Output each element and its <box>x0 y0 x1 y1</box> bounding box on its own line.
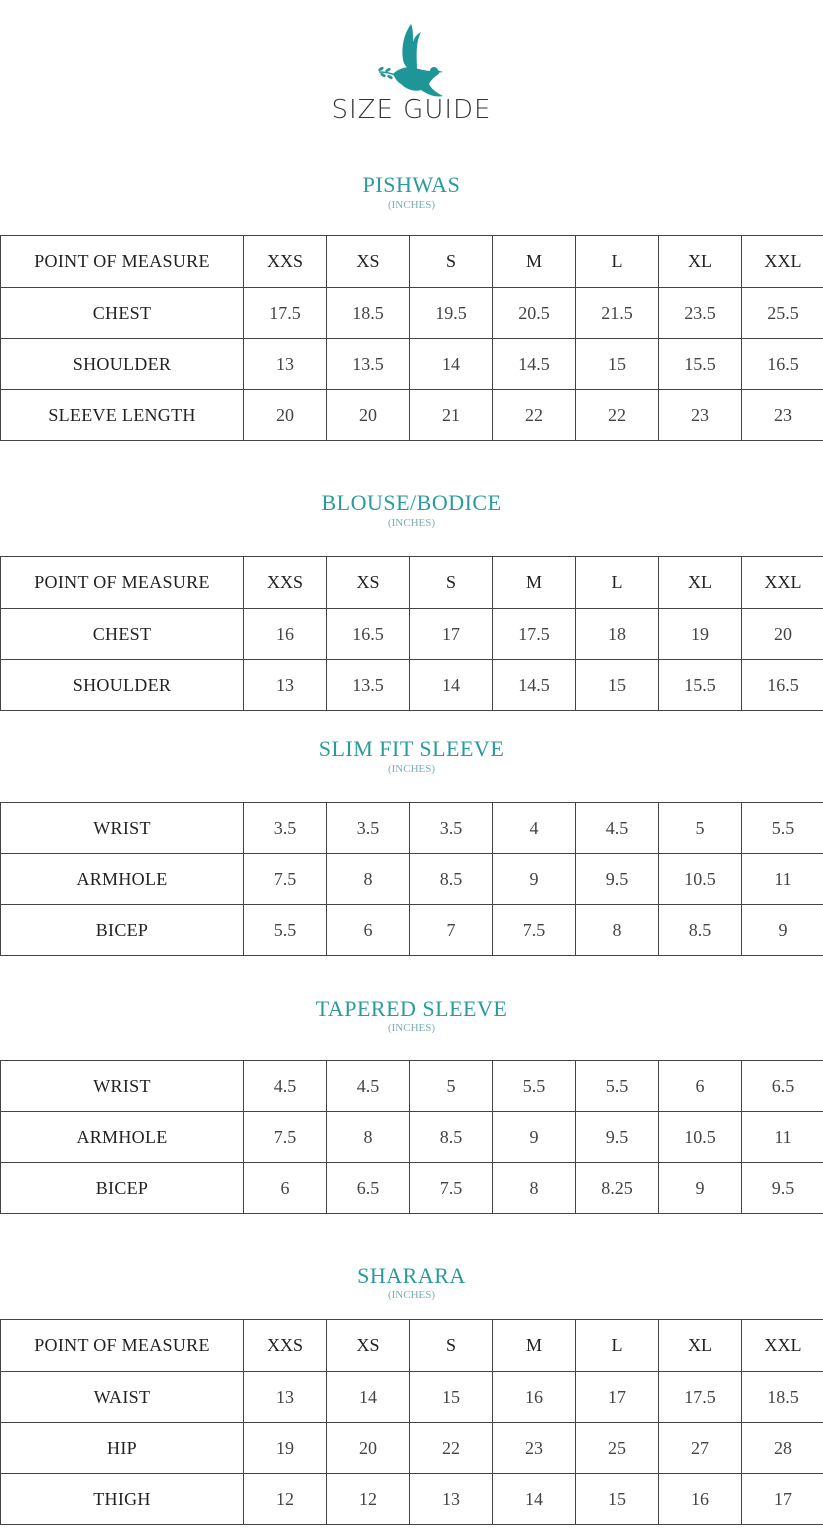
measure-value: 11 <box>742 1112 823 1163</box>
measure-value: 4 <box>493 803 576 854</box>
measure-value: 23 <box>493 1423 576 1474</box>
measure-value: 8.25 <box>576 1163 659 1214</box>
measure-value: 17.5 <box>244 288 327 339</box>
measure-value: 17.5 <box>659 1372 742 1423</box>
table-row <box>1 1372 823 1423</box>
measure-label: WAIST <box>1 1372 244 1423</box>
header-size: M <box>493 557 576 609</box>
table-row <box>1 288 823 339</box>
measure-value: 6.5 <box>742 1061 823 1112</box>
measure-value: 10.5 <box>659 1112 742 1163</box>
table-header-row <box>1 236 823 288</box>
measure-value: 13.5 <box>327 339 410 390</box>
header-point-of-measure: POINT OF MEASURE <box>1 236 244 288</box>
header-size: L <box>576 236 659 288</box>
measure-value: 15.5 <box>659 660 742 711</box>
table-row <box>1 1163 823 1214</box>
header-size: XS <box>327 1320 410 1372</box>
table-row <box>1 803 823 854</box>
measure-value: 5.5 <box>493 1061 576 1112</box>
measure-value: 17 <box>576 1372 659 1423</box>
measure-value: 21.5 <box>576 288 659 339</box>
size-table-blouse-bodice <box>0 556 823 711</box>
measure-value: 20.5 <box>493 288 576 339</box>
measure-value: 15 <box>576 339 659 390</box>
measure-value: 7.5 <box>244 1112 327 1163</box>
header-size: XL <box>659 236 742 288</box>
measure-value: 14 <box>410 339 493 390</box>
measure-value: 14 <box>327 1372 410 1423</box>
measure-value: 4.5 <box>327 1061 410 1112</box>
measure-value: 13 <box>410 1474 493 1525</box>
table-row <box>1 609 823 660</box>
table-row <box>1 1423 823 1474</box>
measure-value: 4.5 <box>576 803 659 854</box>
measure-value: 15 <box>576 660 659 711</box>
measure-value: 6 <box>244 1163 327 1214</box>
measure-value: 16.5 <box>742 339 823 390</box>
measure-value: 25.5 <box>742 288 823 339</box>
measure-value: 3.5 <box>327 803 410 854</box>
measure-value: 9.5 <box>742 1163 823 1214</box>
measure-value: 7.5 <box>493 905 576 956</box>
measure-value: 18 <box>576 609 659 660</box>
measure-value: 22 <box>576 390 659 441</box>
section-unit-slim-fit-sleeve: (INCHES) <box>387 763 436 775</box>
measure-value: 16.5 <box>327 609 410 660</box>
header-size: XXL <box>742 557 823 609</box>
measure-value: 5.5 <box>742 803 823 854</box>
section-unit-sharara: (INCHES) <box>387 1289 436 1301</box>
measure-value: 9.5 <box>576 854 659 905</box>
measure-value: 27 <box>659 1423 742 1474</box>
measure-value: 11 <box>742 854 823 905</box>
table-header-row <box>1 1320 823 1372</box>
measure-value: 13 <box>244 1372 327 1423</box>
table-row <box>1 905 823 956</box>
measure-value: 20 <box>327 390 410 441</box>
measure-value: 9 <box>493 854 576 905</box>
measure-label: SLEEVE LENGTH <box>1 390 244 441</box>
measure-value: 22 <box>410 1423 493 1474</box>
header-point-of-measure: POINT OF MEASURE <box>1 1320 244 1372</box>
header-size: XXS <box>244 1320 327 1372</box>
table-row <box>1 339 823 390</box>
measure-value: 25 <box>576 1423 659 1474</box>
header-size: L <box>576 557 659 609</box>
measure-value: 4.5 <box>244 1061 327 1112</box>
measure-value: 8.5 <box>659 905 742 956</box>
measure-label: CHEST <box>1 288 244 339</box>
header-point-of-measure: POINT OF MEASURE <box>1 557 244 609</box>
header-size: XS <box>327 236 410 288</box>
measure-value: 8 <box>576 905 659 956</box>
section-unit-pishwas: (INCHES) <box>387 199 436 211</box>
measure-value: 19.5 <box>410 288 493 339</box>
measure-value: 8 <box>327 1112 410 1163</box>
section-title-blouse-bodice: BLOUSE/BODICE <box>321 490 502 515</box>
measure-value: 21 <box>410 390 493 441</box>
measure-value: 14.5 <box>493 339 576 390</box>
header-size: XXS <box>244 236 327 288</box>
measure-value: 6 <box>659 1061 742 1112</box>
header-size: S <box>410 236 493 288</box>
measure-value: 17.5 <box>493 609 576 660</box>
measure-value: 19 <box>659 609 742 660</box>
measure-value: 20 <box>327 1423 410 1474</box>
measure-value: 14 <box>493 1474 576 1525</box>
section-title-tapered-sleeve: TAPERED SLEEVE <box>315 996 508 1021</box>
section-title-pishwas: PISHWAS <box>362 172 461 197</box>
measure-value: 8.5 <box>410 1112 493 1163</box>
header-size: M <box>493 1320 576 1372</box>
measure-value: 19 <box>244 1423 327 1474</box>
measure-label: ARMHOLE <box>1 1112 244 1163</box>
measure-value: 12 <box>327 1474 410 1525</box>
measure-value: 8 <box>327 854 410 905</box>
measure-value: 6 <box>327 905 410 956</box>
measure-value: 9 <box>742 905 823 956</box>
dove-with-olive-branch-icon <box>371 20 451 104</box>
measure-value: 9 <box>493 1112 576 1163</box>
measure-value: 5.5 <box>576 1061 659 1112</box>
measure-value: 16 <box>493 1372 576 1423</box>
measure-value: 3.5 <box>410 803 493 854</box>
header-size: M <box>493 236 576 288</box>
measure-value: 12 <box>244 1474 327 1525</box>
table-row <box>1 854 823 905</box>
measure-value: 8.5 <box>410 854 493 905</box>
table-row <box>1 390 823 441</box>
measure-value: 14.5 <box>493 660 576 711</box>
page-title: SIZE GUIDE <box>331 95 492 125</box>
section-title-sharara: SHARARA <box>357 1263 466 1288</box>
table-row <box>1 660 823 711</box>
measure-value: 7 <box>410 905 493 956</box>
measure-value: 18.5 <box>327 288 410 339</box>
measure-value: 16 <box>244 609 327 660</box>
header-size: L <box>576 1320 659 1372</box>
section-unit-blouse-bodice: (INCHES) <box>387 517 436 529</box>
measure-label: SHOULDER <box>1 339 244 390</box>
measure-value: 15 <box>576 1474 659 1525</box>
measure-value: 23 <box>659 390 742 441</box>
header-size: XXS <box>244 557 327 609</box>
section-unit-tapered-sleeve: (INCHES) <box>387 1022 436 1034</box>
measure-value: 14 <box>410 660 493 711</box>
measure-value: 5.5 <box>244 905 327 956</box>
measure-value: 15.5 <box>659 339 742 390</box>
header-size: XS <box>327 557 410 609</box>
measure-value: 7.5 <box>410 1163 493 1214</box>
measure-label: BICEP <box>1 1163 244 1214</box>
measure-value: 7.5 <box>244 854 327 905</box>
measure-value: 5 <box>410 1061 493 1112</box>
header-size: XXL <box>742 236 823 288</box>
measure-value: 13 <box>244 660 327 711</box>
header-size: XL <box>659 557 742 609</box>
table-row <box>1 1474 823 1525</box>
measure-value: 17 <box>742 1474 823 1525</box>
measure-value: 13.5 <box>327 660 410 711</box>
measure-value: 5 <box>659 803 742 854</box>
measure-label: THIGH <box>1 1474 244 1525</box>
measure-value: 9.5 <box>576 1112 659 1163</box>
size-table-tapered-sleeve <box>0 1060 823 1214</box>
measure-value: 16.5 <box>742 660 823 711</box>
measure-label: BICEP <box>1 905 244 956</box>
table-row <box>1 1061 823 1112</box>
measure-value: 23 <box>742 390 823 441</box>
measure-value: 22 <box>493 390 576 441</box>
header-size: S <box>410 1320 493 1372</box>
table-header-row <box>1 557 823 609</box>
measure-label: SHOULDER <box>1 660 244 711</box>
measure-label: WRIST <box>1 1061 244 1112</box>
size-table-pishwas <box>0 235 823 441</box>
measure-value: 15 <box>410 1372 493 1423</box>
measure-value: 13 <box>244 339 327 390</box>
page-header <box>0 0 823 140</box>
measure-value: 10.5 <box>659 854 742 905</box>
header-size: XXL <box>742 1320 823 1372</box>
measure-value: 20 <box>244 390 327 441</box>
measure-value: 20 <box>742 609 823 660</box>
measure-value: 18.5 <box>742 1372 823 1423</box>
measure-label: ARMHOLE <box>1 854 244 905</box>
measure-label: CHEST <box>1 609 244 660</box>
table-row <box>1 1112 823 1163</box>
size-table-sharara <box>0 1319 823 1525</box>
measure-value: 16 <box>659 1474 742 1525</box>
header-size: XL <box>659 1320 742 1372</box>
measure-value: 9 <box>659 1163 742 1214</box>
header-size: S <box>410 557 493 609</box>
measure-value: 6.5 <box>327 1163 410 1214</box>
measure-value: 3.5 <box>244 803 327 854</box>
measure-label: HIP <box>1 1423 244 1474</box>
measure-value: 23.5 <box>659 288 742 339</box>
measure-value: 8 <box>493 1163 576 1214</box>
size-table-slim-fit-sleeve <box>0 802 823 956</box>
measure-value: 28 <box>742 1423 823 1474</box>
measure-label: WRIST <box>1 803 244 854</box>
measure-value: 17 <box>410 609 493 660</box>
section-title-slim-fit-sleeve: SLIM FIT SLEEVE <box>318 736 505 761</box>
